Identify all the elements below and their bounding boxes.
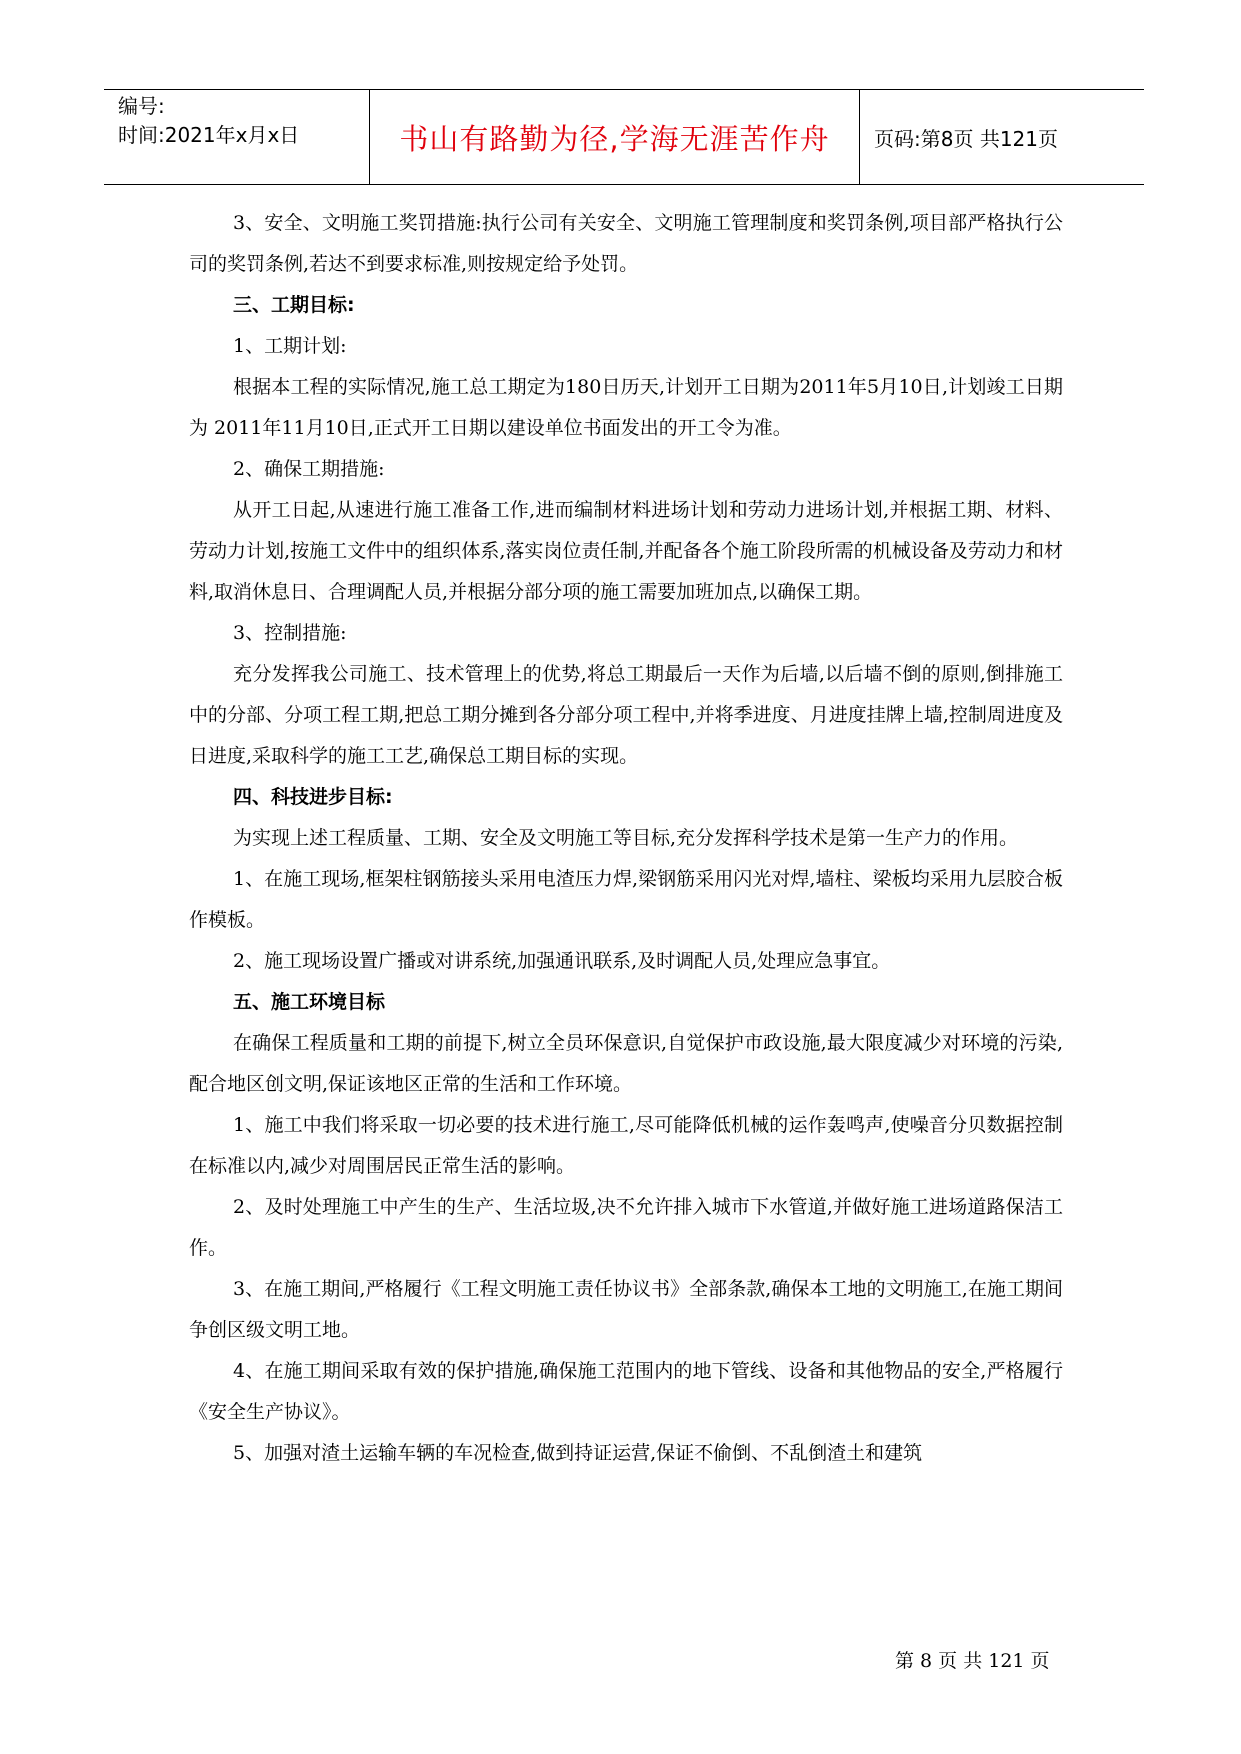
header-info-cell [104, 90, 370, 184]
paragraph: 在确保工程质量和工期的前提下,树立全员环保意识,自觉保护市政设施,最大限度减少对环境的污染,配合地区创文明,保证该地区正常的生活和工作环境。 [189, 1032, 1063, 1095]
paragraph: 4、在施工期间采取有效的保护措施,确保施工范围内的地下管线、设备和其他物品的安全,严格履行《安全生产协议》。 [189, 1360, 1063, 1423]
paragraph: 1、工期计划: [233, 335, 347, 357]
paragraph: 2、确保工期措施: [233, 458, 385, 480]
paragraph: 3、安全、文明施工奖罚措施:执行公司有关安全、文明施工管理制度和奖罚条例,项目部严格执行公司的奖罚条例,若达不到要求标准,则按规定给予处罚。 [189, 212, 1063, 275]
section-heading: 五、施工环境目标 [233, 991, 386, 1013]
header-page-cell [860, 90, 1144, 184]
paragraph: 1、施工中我们将采取一切必要的技术进行施工,尽可能降低机械的运作轰鸣声,使噪音分贝数据控制在标准以内,减少对周围居民正常生活的影响。 [189, 1114, 1063, 1177]
header-table [104, 89, 1144, 185]
paragraph: 3、在施工期间,严格履行《工程文明施工责任协议书》全部条款,确保本工地的文明施工,在施工期间争创区级文明工地。 [189, 1278, 1063, 1341]
section-heading: 四、科技进步目标: [233, 786, 393, 808]
page-footer: 第 8 页 共 121 页 [895, 1650, 1050, 1672]
time-label: 时间:2021年x月x日 [118, 123, 300, 147]
paragraph: 从开工日起,从速进行施工准备工作,进而编制材料进场计划和劳动力进场计划,并根据工期、材料、劳动力计划,按施工文件中的组织体系,落实岗位责任制,并配备各个施工阶段所需的机械设备及劳动力和材料,取消休息日、合理调配人员,并根据分部分项的施工需要加班加点,以确保工期。 [189, 499, 1063, 603]
paragraph: 5、加强对渣土运输车辆的车况检查,做到持证运营,保证不偷倒、不乱倒渣土和建筑 [233, 1442, 923, 1464]
document-body [189, 203, 1063, 1474]
paragraph: 3、控制措施: [233, 622, 347, 644]
motto-text: 书山有路勤为径,学海无涯苦作舟 [399, 121, 830, 156]
paragraph: 充分发挥我公司施工、技术管理上的优势,将总工期最后一天作为后墙,以后墙不倒的原则,倒排施工中的分部、分项工程工期,把总工期分摊到各分部分项工程中,并将季进度、月进度挂牌上墙,控制周进度及日进度,采取科学的施工工艺,确保总工期目标的实现。 [189, 663, 1063, 767]
section-heading: 三、工期目标: [233, 294, 355, 316]
paragraph: 2、施工现场设置广播或对讲系统,加强通讯联系,及时调配人员,处理应急事宜。 [233, 950, 891, 972]
header-motto-cell [370, 90, 860, 184]
paragraph: 根据本工程的实际情况,施工总工期定为180日历天,计划开工日期为2011年5月10日,计划竣工日期为 2011年11月10日,正式开工日期以建设单位书面发出的开工令为准。 [189, 376, 1063, 439]
paragraph: 2、及时处理施工中产生的生产、生活垃圾,决不允许排入城市下水管道,并做好施工进场道路保洁工作。 [189, 1196, 1063, 1259]
paragraph: 1、在施工现场,框架柱钢筋接头采用电渣压力焊,梁钢筋采用闪光对焊,墙柱、梁板均采用九层胶合板作模板。 [189, 868, 1063, 931]
number-label: 编号: [118, 94, 165, 118]
page-label: 页码:第8页 共121页 [874, 126, 1058, 151]
paragraph: 为实现上述工程质量、工期、安全及文明施工等目标,充分发挥科学技术是第一生产力的作用。 [233, 827, 1019, 849]
